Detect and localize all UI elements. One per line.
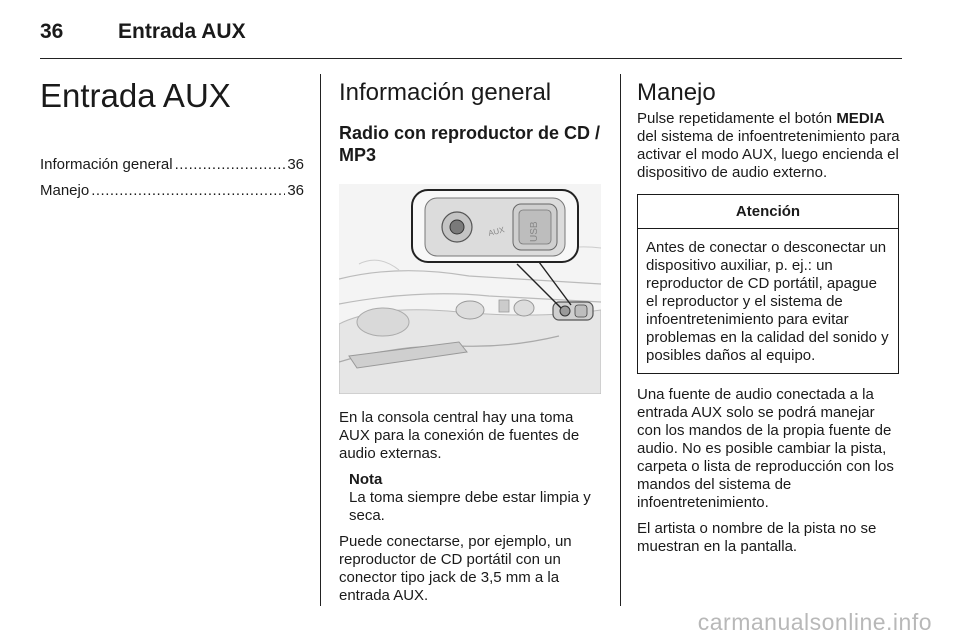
note-block	[349, 471, 603, 525]
usb-label: USB	[529, 221, 540, 242]
usage-p1-end: del sistema de infoentretenimiento para activar el modo AUX, luego encienda el dispositivo de audio externo.	[637, 128, 900, 181]
note-text: La toma siempre debe estar limpia y seca.	[349, 489, 591, 524]
toc-entry-page: 36	[287, 182, 304, 199]
toc-leader-dots	[91, 178, 285, 204]
intro-paragraph: En la consola central hay una toma AUX para la conexión de fuentes de audio externas.	[339, 409, 580, 462]
toc-leader-dots	[175, 152, 286, 178]
section-title-usage: Manejo	[637, 79, 716, 106]
caution-box	[637, 194, 899, 374]
usage-paragraph-3: El artista o nombre de la pista no se muestran en la pantalla.	[637, 520, 877, 555]
toc-entry-label: Información general	[40, 156, 173, 173]
console-drawing	[339, 184, 601, 394]
toc-entry-label: Manejo	[40, 182, 90, 199]
table-of-contents	[40, 152, 304, 204]
page-header	[40, 18, 902, 59]
column-divider	[620, 74, 621, 606]
toc-entry[interactable]	[40, 152, 304, 178]
caution-title: Atención	[638, 195, 898, 229]
note-title: Nota	[349, 471, 383, 488]
chapter-title: Entrada AUX	[40, 77, 231, 114]
usage-p1-start: Pulse repetidamente el botón	[637, 110, 833, 127]
subsection-title: Radio con reproductor de CD / MP3	[339, 123, 601, 165]
aux-label: AUX	[487, 225, 506, 238]
media-button-name: MEDIA	[836, 110, 885, 127]
toc-entry-page: 36	[287, 156, 304, 173]
usage-column	[637, 74, 901, 556]
usage-paragraph-1	[637, 110, 901, 182]
section-title-general: Información general	[339, 79, 552, 106]
aux-socket-illustration	[339, 184, 601, 394]
watermark: carmanualsonline.info	[697, 609, 932, 635]
toc-column	[40, 74, 304, 204]
example-paragraph: Puede conectarse, por ejemplo, un reproductor de CD portátil con un conector tipo jack de 3,5 mm a la entrada AUX.	[339, 533, 572, 604]
running-title: Entrada AUX	[118, 20, 246, 43]
usage-paragraph-2: Una fuente de audio conectada a la entrada AUX solo se podrá manejar con los mandos de la propia fuente de audio. No es posible cambiar la pista, carpeta o lista de reproducción con los mandos del sistema de infoentretenimiento.	[637, 386, 894, 511]
general-info-column	[339, 74, 603, 605]
column-divider	[320, 74, 321, 606]
caution-text: Antes de conectar o desconectar un dispositivo auxiliar, p. ej.: un reproductor de CD portátil, apague el reproductor y el sistema de infoentretenimiento para evitar problemas en la calidad del sonido y posibles daños al equipo.	[646, 239, 889, 364]
toc-entry[interactable]	[40, 178, 304, 204]
page-number: 36	[40, 20, 64, 43]
